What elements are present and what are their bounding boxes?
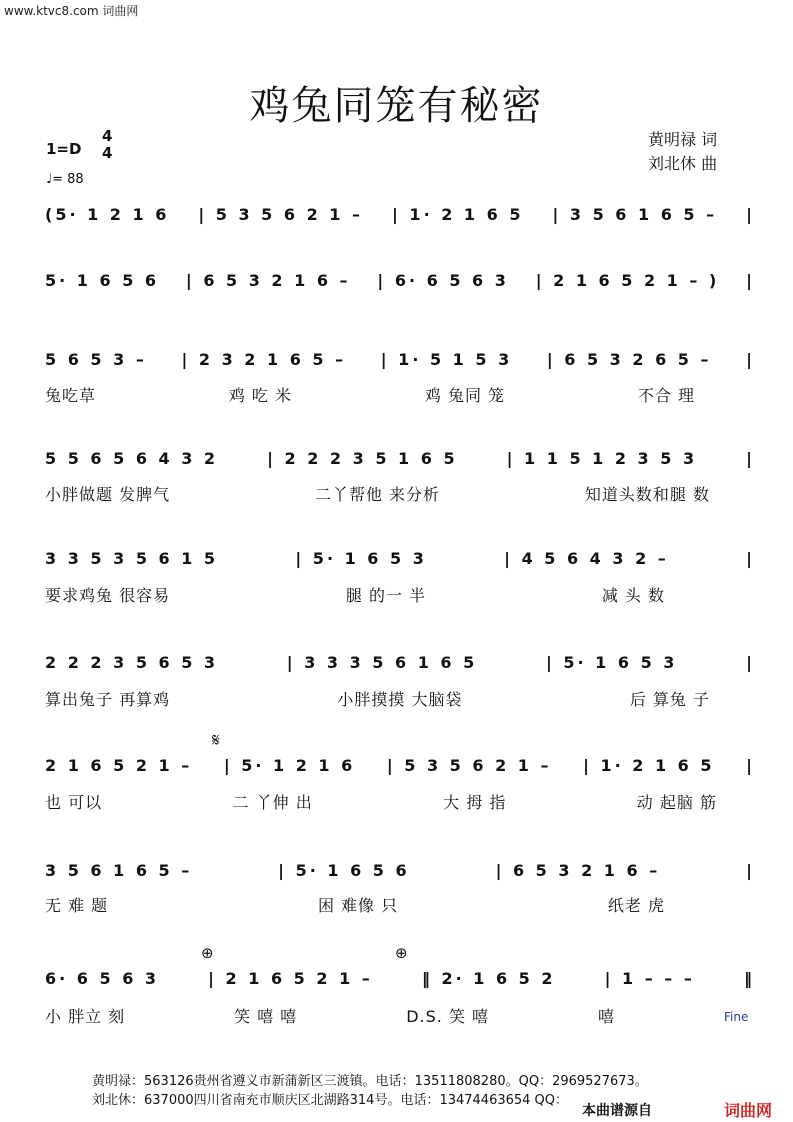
lyric: 小胖做题 发脾气 [45,485,171,504]
measure: 3 5 6 1 6 5 – [45,861,193,880]
lyric-row [45,482,710,505]
notation-row [45,549,755,568]
segno-sign: 𝄋 [212,730,220,751]
notation-row [45,449,755,468]
measure: | 4 5 6 4 3 2 – [504,549,669,568]
site-watermark: www.ktvc8.com 词曲网 [4,4,139,18]
lyric: 小胖摸摸 大脑袋 [337,690,463,709]
lyric-row [45,790,717,813]
barline: | [746,549,755,568]
notation-row [45,271,755,290]
measure: 6· 6 5 6 3 [45,969,160,988]
notation-row [45,756,755,775]
lyric: 腿 的一 半 [345,586,427,605]
measure: | 1· 5 1 5 3 [380,350,513,369]
footer-line: 黄明禄：563126贵州省遵义市新蒲新区三渡镇。电话：13511808280。QQ：2969527673。 [92,1074,648,1089]
lyric: 动 起脑 筋 [636,793,717,812]
measure: | 5 3 5 6 2 1 – [386,756,552,775]
measure: | 3 3 3 5 6 1 6 5 [286,653,478,672]
composer: 刘北休 曲 [648,154,718,173]
barline: | [746,271,755,290]
lyric: 知道头数和腿 数 [584,485,710,504]
footer-line: 刘北休：637000四川省南充市顺庆区北湖路314号。电话：13474463654 QQ： [92,1093,569,1108]
measure: 2 2 2 3 5 6 5 3 [45,653,219,672]
measure: | 6· 6 5 6 3 [377,271,509,290]
barline: | [746,449,755,468]
lyric-row [45,687,710,710]
coda-sign: ⊕ [395,944,408,962]
lyric-row [45,583,665,606]
measure: | 6 5 3 2 1 6 – [185,271,351,290]
measure: 2 1 6 5 2 1 – [45,756,193,775]
measure: | 2 3 2 1 6 5 – [181,350,347,369]
lyric-row [45,893,665,916]
credits [648,128,717,176]
lyric-row [45,383,695,406]
measure: | 5· 1 6 5 3 [295,549,427,568]
measure: 5· 1 6 5 6 [45,271,160,290]
source-label: 本曲谱源自 [582,1103,652,1119]
measure: | 1· 2 1 6 5 [392,205,524,224]
contact-footer [92,1072,648,1110]
final-barline: ‖ [743,969,755,988]
barline: | [746,205,755,224]
brand-logo[interactable]: 词曲网 [724,1101,773,1120]
lyric: 大 拇 指 [443,793,507,812]
barline: | [746,861,755,880]
fine-mark: Fine [724,1010,749,1024]
lyric: 不合 理 [637,386,695,405]
lyric: 困 难像 只 [317,896,399,915]
time-signature [102,128,112,162]
lyric: 鸡 吃 米 [228,386,293,405]
measure: 3 3 5 3 5 6 1 5 [45,549,219,568]
tempo-mark: ♩= 88 [46,172,84,187]
lyric: 鸡 兔同 笼 [424,386,506,405]
lyric-row [45,1004,615,1027]
meter-bottom: 4 [102,144,113,162]
key-signature: 1=D [46,140,82,158]
measure: | 3 5 6 1 6 5 – [552,205,718,224]
measure: | 2 1 6 5 2 1 – [208,969,373,988]
notation-row [45,861,755,880]
lyric: 二丫帮他 来分析 [314,485,441,504]
lyric: 二 丫伸 出 [232,793,313,812]
measure: | 6 5 3 2 6 5 – [546,350,712,369]
measure: | 1· 2 1 6 5 [583,756,715,775]
measure: 5 5 6 5 6 4 3 2 [45,449,219,468]
song-title: 鸡兔同笼有秘密 [249,83,544,129]
notation-row [45,205,755,224]
lyricist: 黄明禄 词 [648,130,718,149]
lyric: 减 头 数 [601,586,665,605]
measure: ‖ 2· 1 6 5 2 [421,969,556,988]
barline: | [746,653,755,672]
measure: | 5· 1 6 5 3 [545,653,678,672]
lyric: 兔吃草 [45,386,97,405]
measure: 5 6 5 3 – [45,350,147,369]
barline: | [746,756,755,775]
barline: | [746,350,755,369]
coda-sign: ⊕ [201,944,214,962]
measure: | 6 5 3 2 1 6 – [495,861,661,880]
notation-row [45,969,755,988]
lyric: 算出兔子 再算鸡 [45,690,171,709]
notation-row [45,350,755,369]
lyric: 要求鸡兔 很容易 [45,586,171,605]
lyric: 无 难 题 [45,896,109,915]
measure: | 5 3 5 6 2 1 – [198,205,363,224]
lyric: 纸老 虎 [607,896,665,915]
measure: | 1 1 5 1 2 3 5 3 [506,449,698,468]
measure: | 1 – – – [604,969,695,988]
measure: | 5· 1 6 5 6 [278,861,410,880]
meter-top: 4 [102,127,113,145]
measure: | 2 1 6 5 2 1 – ) [535,271,720,290]
lyric: 小 胖立 刻 [45,1007,126,1026]
lyric: 也 可以 [45,793,103,812]
lyric: D.S. 笑 嘻 [406,1007,490,1026]
lyric: 嘻 [597,1007,615,1026]
notation-row [45,653,755,672]
measure: | 5· 1 2 1 6 [223,756,356,775]
measure: | 2 2 2 3 5 1 6 5 [267,449,458,468]
lyric: 后 算兔 子 [629,690,710,709]
measure: (5· 1 2 1 6 [45,205,170,224]
lyric: 笑 嘻 嘻 [234,1007,298,1026]
